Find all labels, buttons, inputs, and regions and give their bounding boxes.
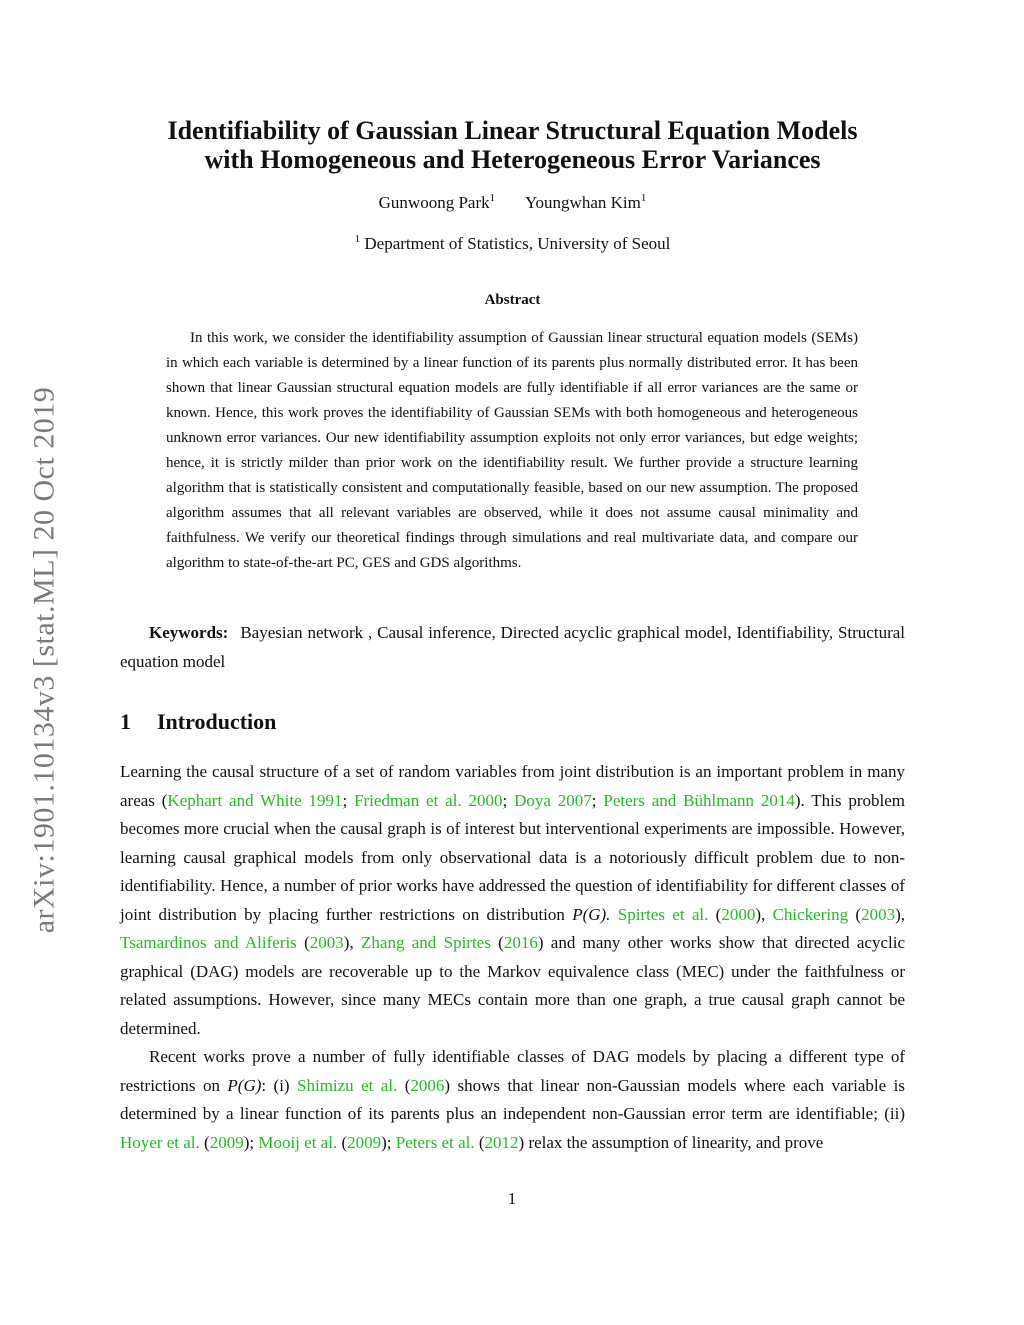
math-expression: P(G) xyxy=(227,1075,262,1095)
citation-year-link[interactable]: 2000 xyxy=(721,904,756,924)
citation-link[interactable]: Shimizu et al. xyxy=(297,1075,398,1095)
author-affil-mark: 1 xyxy=(640,192,647,204)
text-run: ) relax the assumption of linearity, and prove xyxy=(518,1132,824,1152)
citation-year-link[interactable]: 2006 xyxy=(410,1075,445,1095)
citation-link[interactable]: Zhang and Spirtes xyxy=(361,933,491,952)
arxiv-identifier: arXiv:1901.10134v3 [stat.ML] 20 Oct 2019 xyxy=(27,386,61,934)
citation-link[interactable]: Mooij et al. xyxy=(258,1132,338,1152)
text-run: ( xyxy=(199,1132,210,1152)
text-run: ; xyxy=(591,790,604,810)
citation-year-link[interactable]: 2016 xyxy=(503,933,538,952)
author-affil-mark: 1 xyxy=(489,192,496,204)
abstract-heading: Abstract xyxy=(484,292,541,308)
paper-title xyxy=(120,116,905,174)
keywords-label: Keywords: xyxy=(149,623,229,642)
text-run: ( xyxy=(490,933,504,952)
text-run: ); xyxy=(381,1132,396,1152)
keywords xyxy=(120,618,905,676)
math-expression: P(G). xyxy=(572,904,611,924)
citation-year-link[interactable]: 2003 xyxy=(861,904,896,924)
text-run: ) shows that linear non-Gaussian models where each variable is determined by a linear function of its parents plus an independent non-Gaussian error term are identifiable; (ii) xyxy=(120,1075,905,1123)
keywords-text: Bayesian network , Causal inference, Directed acyclic graphical model, Identifiability, Structural equation model xyxy=(120,623,905,671)
text-run: ( xyxy=(397,1075,411,1095)
citation-link[interactable]: Chickering xyxy=(772,904,849,924)
citation-link[interactable]: Kephart and White 1991 xyxy=(167,790,343,810)
author-list xyxy=(120,193,905,213)
citation-link[interactable]: Hoyer et al. xyxy=(120,1132,200,1152)
text-run: ( xyxy=(296,933,310,952)
author-name: Gunwoong Park xyxy=(378,193,490,212)
paragraph xyxy=(120,1043,905,1157)
text-run: ) and many other works show that directed acyclic graphical (DAG) models are recoverable up to the Markov equivalence class (MEC) under the faithfulness or related assumptions. However, since many MECs contain more than one graph, a true causal graph cannot be determined. xyxy=(120,933,906,1038)
text-run: ( xyxy=(337,1132,348,1152)
citation-link[interactable]: Doya 2007 xyxy=(514,790,592,810)
text-run: ). This problem becomes more crucial when the causal graph is of interest but interventional experiments are impossible. However, learning causal graphical models from only observational data is a notoriously difficult problem due to non-identifiability. Hence, a number of prior works have addressed the question of identifiability for different classes of joint distribution by placing further restrictions on distribution xyxy=(120,790,905,924)
text-run: ; xyxy=(342,790,355,810)
text-run: ), xyxy=(343,933,362,952)
citation-link[interactable]: Tsamardinos and Aliferis xyxy=(120,933,297,952)
text-run: ( xyxy=(474,1132,485,1152)
citation-link[interactable]: Peters et al. xyxy=(395,1132,475,1152)
page-number: 1 xyxy=(507,1189,517,1208)
text-run: Recent works prove a number of fully identifiable classes of DAG models by placing a different type of restrictions on xyxy=(120,1047,905,1095)
author-name: Youngwhan Kim xyxy=(524,193,641,212)
title-line-1: Identifiability of Gaussian Linear Structural Equation Models xyxy=(167,116,858,145)
text-run: ), xyxy=(755,904,773,924)
paragraph xyxy=(120,758,905,1043)
text-run: : (i) xyxy=(261,1075,298,1095)
introduction-body xyxy=(120,758,905,1157)
text-run: ( xyxy=(708,904,722,924)
text-run: ; xyxy=(502,790,515,810)
citation-link[interactable]: Peters and Bühlmann 2014 xyxy=(603,790,795,810)
citation-year-link[interactable]: 2009 xyxy=(209,1132,244,1152)
citation-year-link[interactable]: 2009 xyxy=(347,1132,382,1152)
text-run: ), xyxy=(895,904,905,924)
section-title: Introduction xyxy=(157,709,277,734)
title-line-2: with Homogeneous and Heterogeneous Error Variances xyxy=(204,145,821,174)
arxiv-side-stamp xyxy=(14,360,74,960)
affiliation-text: Department of Statistics, University of Seoul xyxy=(364,234,671,253)
affiliation xyxy=(120,234,905,254)
affiliation-mark: 1 xyxy=(354,233,361,245)
citation-year-link[interactable]: 2012 xyxy=(484,1132,519,1152)
abstract-text: In this work, we consider the identifiability assumption of Gaussian linear structural equation models (SEMs) in which each variable is determined by a linear function of its parents plus normally distributed error. It has been shown that linear Gaussian structural equation models are fully identifiable if all error variances are the same or known. Hence, this work proves the identifiability of Gaussian SEMs with both homogeneous and heterogeneous unknown error variances. Our new identifiability assumption exploits not only error variances, but edge weights; hence, it is strictly milder than prior work on the identifiability result. We further provide a structure learning algorithm that is statistically consistent and computationally feasible, based on our new assumption. The proposed algorithm assumes that all relevant variables are observed, while it does not assume causal minimality and faithfulness. We verify our theoretical findings through simulations and real multivariate data, and compare our algorithm to state-of-the-art PC, GES and GDS algorithms. xyxy=(166,330,858,571)
text-run: ( xyxy=(848,904,862,924)
citation-link[interactable]: Friedman et al. 2000 xyxy=(354,790,503,810)
abstract-body xyxy=(166,326,858,576)
text-run: Learning the causal structure of a set of random variables from joint distribution is an important problem in many areas ( xyxy=(120,762,905,810)
citation-link[interactable]: Spirtes et al. xyxy=(617,904,709,924)
section-number: 1 xyxy=(120,709,131,734)
section-heading xyxy=(120,709,276,735)
text-run: ); xyxy=(243,1132,259,1152)
citation-year-link[interactable]: 2003 xyxy=(309,933,344,952)
